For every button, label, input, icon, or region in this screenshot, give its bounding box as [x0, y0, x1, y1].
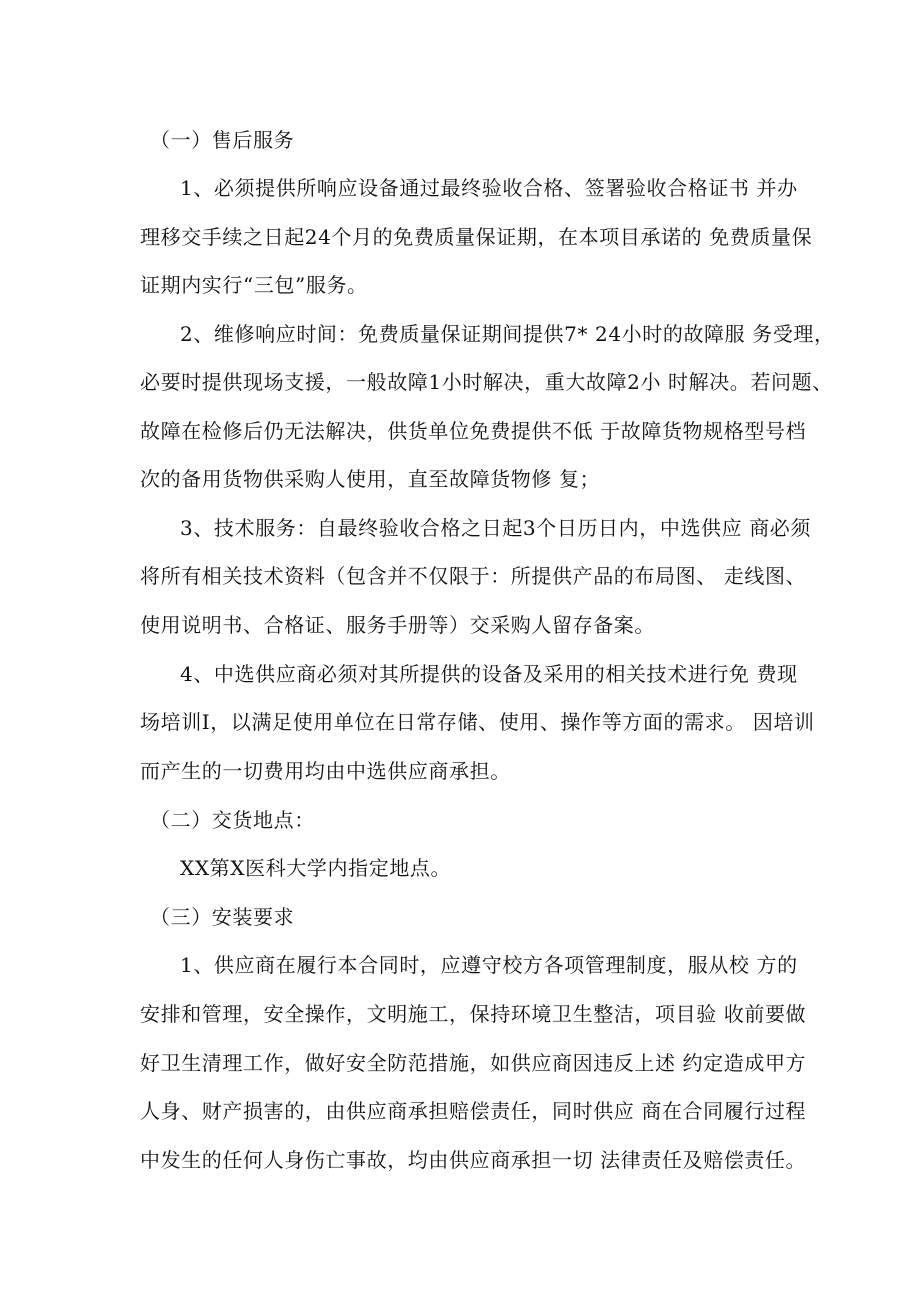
section-1-item-3-line-2: 将所有相关技术资料（包含并不仅限于：所提供产品的布局图、 走线图、 — [140, 564, 807, 588]
section-3-item-1-line-1: 1、供应商在履行本合同时，应遵守校方各项管理制度，服从校 方的 — [180, 953, 798, 977]
section-1-item-3-line-3: 使用说明书、合格证、服务手册等）交采购人留存备案。 — [140, 613, 655, 637]
section-1-item-3-line-1: 3、技术服务：自最终验收合格之日起3个日历日内，中选供应 商必须 — [180, 516, 812, 540]
section-1-item-2-line-1: 2、维修响应时间：免费质量保证期间提供7* 24小时的故障服 务受理， — [180, 322, 835, 346]
section-1-item-4-line-3: 而产生的一切费用均由中选供应商承担。 — [140, 759, 511, 783]
section-1-item-2-line-4: 次的备用货物供采购人使用，直至故障货物修 复； — [140, 467, 601, 491]
section-1-heading: （一）售后服务 — [150, 128, 295, 152]
section-3-item-1-line-3: 好卫生清理工作，做好安全防范措施，如供应商因违反上述 约定造成甲方 — [140, 1051, 807, 1075]
section-1-item-2-line-3: 故障在检修后仍无法解决，供货单位免费提供不低 于故障货物规格型号档 — [140, 419, 807, 443]
section-1-item-4-line-2: 场培训I，以满足使用单位在日常存储、使用、操作等方面的需求。 因培训 — [140, 710, 815, 734]
section-3-item-1-line-5: 中发生的任何人身伤亡事故，均由供应商承担一切 法律责任及赔偿责任。 — [140, 1148, 807, 1172]
section-3-heading: （三）安装要求 — [150, 905, 295, 929]
section-1-item-1-line-1: 1、必须提供所响应设备通过最终验收合格、签署验收合格证书 并办 — [180, 176, 798, 200]
section-3-item-1-line-4: 人身、财产损害的，由供应商承担赔偿责任，同时供应 商在合同履行过程 — [140, 1099, 807, 1123]
section-1-item-1-line-3: 证期内实行“三包”服务。 — [140, 273, 368, 297]
section-1-item-2-line-2: 必要时提供现场支援，一般故障1小时解决，重大故障2小 时解决。若问题、 — [140, 370, 833, 394]
section-2-heading: （二）交货地点： — [150, 808, 315, 832]
section-1-item-4-line-1: 4、中选供应商必须对其所提供的设备及采用的相关技术进行免 费现 — [180, 662, 798, 686]
section-2-body: XX第X医科大学内指定地点。 — [180, 856, 452, 880]
section-1-item-1-line-2: 理移交手续之日起24个月的免费质量保证期，在本项目承诺的 免费质量保 — [140, 225, 813, 249]
section-3-item-1-line-2: 安排和管理，安全操作，文明施工，保持环境卫生整洁，项目验 收前要做 — [140, 1002, 807, 1026]
